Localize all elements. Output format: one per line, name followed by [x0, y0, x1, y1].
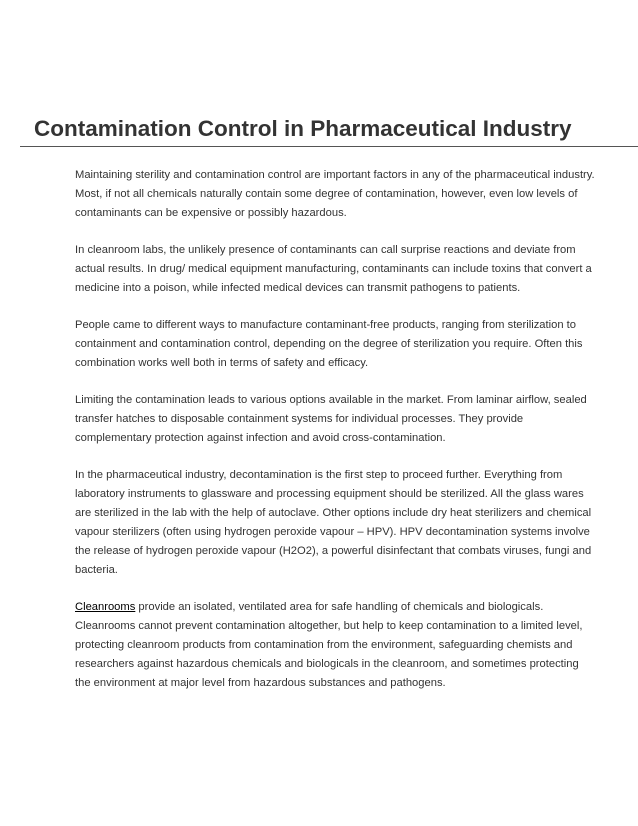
- paragraph-sterility: Maintaining sterility and contamination control are important factors in any of the pharmaceutical industry. Most, if not all chemicals naturally contain some degree of contamination, however, even low levels of contaminants can be expensive or possibly hazardous.: [75, 169, 595, 219]
- cleanrooms-paragraph-text: provide an isolated, ventilated area for safe handling of chemicals and biologicals. Cleanrooms cannot prevent contamination altogether, but help to keep contamination to a limited level, protecting cleanroom products from contamination from the environment, safeguarding chemists and researchers against hazardous chemicals and biologicals in the cleanroom, and sometimes protecting the environment at major level from hazardous substances and pathogens.: [75, 601, 583, 689]
- paragraph-limiting-contamination: Limiting the contamination leads to various options available in the market. From laminar airflow, sealed transfer hatches to disposable containment systems for individual processes. They provide complementary protection against infection and avoid cross-contamination.: [75, 394, 587, 444]
- paragraph-cleanrooms: [75, 598, 595, 693]
- title-underline: [20, 146, 638, 147]
- paragraph-decontamination: In the pharmaceutical industry, decontamination is the first step to proceed further. Everything from laboratory instruments to glassware and processing equipment should be sterilized. All the glass wares are sterilized in the lab with the help of autoclave. Other options include dry heat sterilizers and chemical vapour sterilizers (often using hydrogen peroxide vapour – HPV). HPV decontamination systems involve the release of hydrogen peroxide vapour (H2O2), a powerful disinfectant that combats viruses, fungi and bacteria.: [75, 469, 592, 576]
- cleanrooms-link[interactable]: Cleanrooms: [75, 601, 136, 613]
- page-title: Contamination Control in Pharmaceutical Industry: [34, 116, 572, 141]
- article-body: [75, 166, 595, 711]
- paragraph-manufacture: People came to different ways to manufacture contaminant-free products, ranging from sterilization to containment and contamination control, depending on the degree of sterilization you require. Often this combination works well both in terms of safety and efficacy.: [75, 319, 583, 369]
- paragraph-cleanroom-labs: In cleanroom labs, the unlikely presence of contaminants can call surprise reactions and deviate from actual results. In drug/ medical equipment manufacturing, contaminants can include toxins that convert a medicine into a poison, while infected medical devices can transmit pathogens to patients.: [75, 244, 592, 294]
